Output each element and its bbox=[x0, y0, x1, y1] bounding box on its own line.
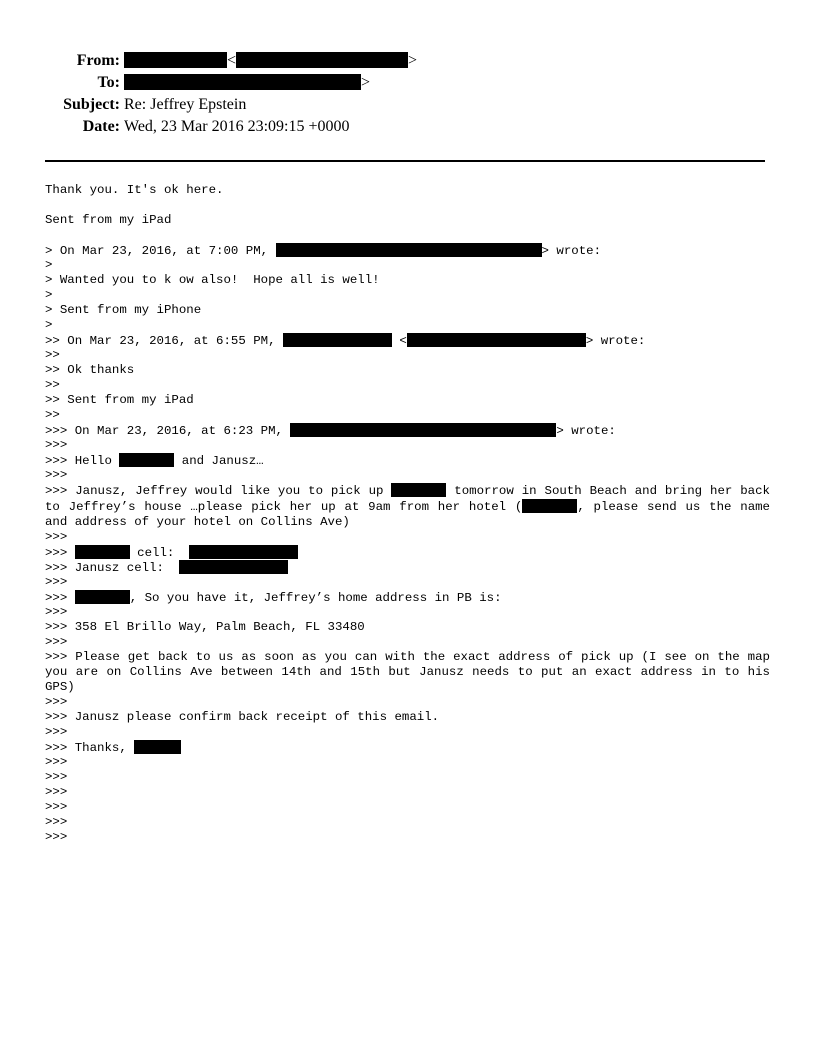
date-value: Wed, 23 Mar 2016 23:09:15 +0000 bbox=[124, 118, 350, 135]
from-label: From: bbox=[76, 52, 120, 69]
quote-marker: >>> bbox=[45, 575, 68, 589]
subject-value: Re: Jeffrey Epstein bbox=[124, 96, 247, 113]
body-paragraph: >>> Please get back to us as soon as you can with the exact address of pick up (I see on the map you are on Collins Ave between 14th and 15th but Janusz needs to put an exact address in to his GPS) bbox=[45, 650, 770, 694]
header-divider bbox=[45, 160, 765, 162]
quote-marker: >>> bbox=[45, 725, 68, 739]
quote-marker: >>> bbox=[45, 695, 68, 709]
body-line: >>> cell: bbox=[45, 545, 770, 560]
body-line: >>> On Mar 23, 2016, at 6:23 PM, > wrote: bbox=[45, 424, 616, 438]
quote-marker: >>> bbox=[45, 770, 68, 784]
redaction-bar bbox=[189, 545, 298, 559]
redaction-bar bbox=[75, 590, 130, 604]
body-line: > Sent from my iPhone bbox=[45, 303, 202, 317]
body-line: >>> Janusz please confirm back receipt of this email. bbox=[45, 710, 440, 724]
redaction-bar bbox=[391, 483, 446, 497]
redaction-bar bbox=[236, 52, 408, 68]
body-line: > On Mar 23, 2016, at 7:00 PM, > wrote: bbox=[45, 244, 602, 258]
body-line: >> On Mar 23, 2016, at 6:55 PM, < > wrote: bbox=[45, 334, 646, 348]
quote-marker: >> bbox=[45, 348, 60, 362]
redaction-bar bbox=[134, 740, 181, 754]
quote-marker: >>> bbox=[45, 605, 68, 619]
redaction-bar bbox=[290, 423, 556, 437]
body-line: Sent from my iPad bbox=[45, 213, 172, 227]
body-line: >>> 358 El Brillo Way, Palm Beach, FL 33480 bbox=[45, 620, 365, 634]
redaction-bar bbox=[179, 560, 288, 574]
body-line: >>> Hello and Janusz… bbox=[45, 454, 264, 468]
quote-marker: >>> bbox=[45, 468, 68, 482]
redaction-bar bbox=[522, 499, 577, 513]
body-line: >> Ok thanks bbox=[45, 363, 135, 377]
quote-marker: >>> bbox=[45, 755, 68, 769]
to-value: > bbox=[124, 72, 370, 94]
redaction-bar bbox=[276, 243, 542, 257]
email-header bbox=[0, 50, 816, 138]
subject-label: Subject: bbox=[63, 96, 120, 113]
redaction-bar bbox=[124, 74, 361, 90]
quote-marker: >>> bbox=[45, 785, 68, 799]
redaction-bar bbox=[124, 52, 227, 68]
quote-marker: > bbox=[45, 318, 53, 332]
body-line: >> Sent from my iPad bbox=[45, 393, 194, 407]
body-line: Thank you. It's ok here. bbox=[45, 183, 224, 197]
redaction-bar bbox=[119, 453, 174, 467]
redaction-bar bbox=[283, 333, 392, 347]
quote-marker: >>> bbox=[45, 800, 68, 814]
body-line: >>> , So you have it, Jeffrey’s home address in PB is: bbox=[45, 591, 502, 605]
date-label: Date: bbox=[82, 118, 120, 135]
from-row bbox=[0, 50, 816, 72]
body-line: > Wanted you to k ow also! Hope all is well! bbox=[45, 273, 380, 287]
from-value: < > bbox=[124, 50, 417, 72]
date-row bbox=[0, 116, 816, 138]
body-line: >>> Thanks, bbox=[45, 740, 770, 755]
quote-marker: >>> bbox=[45, 815, 68, 829]
email-body bbox=[45, 183, 770, 845]
body-paragraph: >>> Janusz, Jeffrey would like you to pick up tomorrow in South Beach and bring her back to Jeffrey’s house …please pick her up at 9am from her hotel ( , please send us the name and address of your hotel on Collins Ave) bbox=[45, 484, 770, 529]
body-line: >>> Janusz cell: bbox=[45, 560, 770, 575]
subject-row bbox=[0, 94, 816, 116]
quote-marker: >>> bbox=[45, 438, 68, 452]
quote-marker: >>> bbox=[45, 530, 68, 544]
quote-marker: >>> bbox=[45, 635, 68, 649]
redaction-bar bbox=[75, 545, 130, 559]
to-row bbox=[0, 72, 816, 94]
quote-marker: >> bbox=[45, 408, 60, 422]
quote-marker: > bbox=[45, 288, 53, 302]
to-label: To: bbox=[97, 74, 120, 91]
quote-marker: >> bbox=[45, 378, 60, 392]
redaction-bar bbox=[407, 333, 586, 347]
quote-marker: > bbox=[45, 258, 53, 272]
quote-marker: >>> bbox=[45, 830, 68, 844]
